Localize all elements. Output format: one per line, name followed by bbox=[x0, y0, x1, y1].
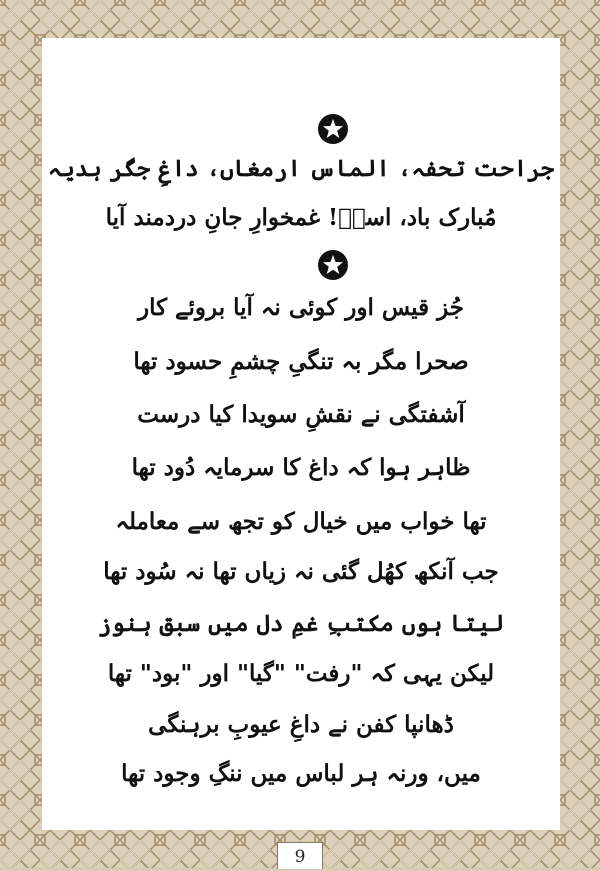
heading-verse-1: جراحت تحفہ، الماس ارمغاں، داغِ جگر ہدیہ bbox=[47, 155, 555, 182]
ghazal-verse-10: میں، ورنہ ہر لباس میں ننگِ وجود تھا bbox=[121, 760, 481, 787]
ghazal-verse-7: لیتا ہوں مکتبِ غمِ دل میں سبق ہنوز bbox=[97, 610, 505, 637]
ghazal-verse-1: جُز قیس اور کوئی نہ آیا بروئے کار bbox=[137, 294, 465, 321]
star-icon bbox=[317, 113, 349, 145]
text-panel bbox=[42, 38, 560, 830]
ghazal-verse-9: ڈھانپا کفن نے داغِ عیوبِ برہنگی bbox=[148, 711, 454, 738]
page-number: 9 bbox=[277, 842, 323, 869]
ghazal-verse-8: لیکن یہی کہ "رفت" "گیا" اور "بود" تھا bbox=[107, 660, 495, 687]
ghazal-verse-6: جب آنکھ کھُل گئی نہ زیاں تھا نہ سُود تھا bbox=[103, 558, 499, 585]
heading-verse-2: مُبارک باد، اسدؔ! غمخوارِ جانِ دردمند آیا bbox=[105, 204, 497, 231]
ghazal-verse-3: آشفتگی نے نقشِ سویدا کیا درست bbox=[137, 401, 465, 428]
star-icon bbox=[317, 249, 349, 281]
ghazal-verse-2: صحرا مگر بہ تنگیِ چشمِ حسود تھا bbox=[133, 348, 469, 375]
ghazal-verse-5: تھا خواب میں خیال کو تجھ سے معاملہ bbox=[115, 508, 487, 535]
ghazal-verse-4: ظاہر ہوا کہ داغ کا سرمایہ دُود تھا bbox=[131, 454, 471, 481]
